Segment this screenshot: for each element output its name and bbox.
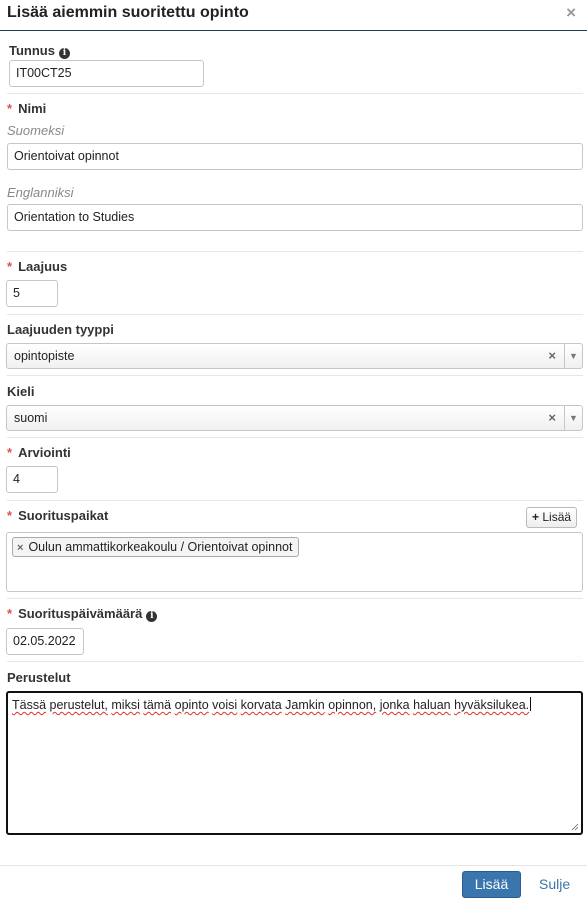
perustelut-word: jonka bbox=[379, 698, 410, 712]
date-input[interactable]: 02.05.2022 bbox=[6, 628, 84, 655]
kieli-select[interactable] bbox=[6, 405, 583, 431]
perustelut-word: voisi bbox=[212, 698, 238, 712]
dialog-title: Lisää aiemmin suoritettu opinto bbox=[7, 4, 249, 21]
required-marker: * bbox=[7, 101, 13, 116]
perustelut-word: opinnon, bbox=[328, 698, 377, 712]
divider bbox=[7, 500, 583, 501]
clear-icon[interactable]: × bbox=[548, 410, 556, 425]
plus-icon: + bbox=[532, 510, 540, 524]
required-marker: * bbox=[7, 259, 13, 274]
laajuus-label-text: Laajuus bbox=[18, 259, 68, 274]
add-location-label: Lisää bbox=[542, 510, 572, 524]
add-location-button[interactable] bbox=[526, 507, 577, 528]
perustelut-word: opinto bbox=[174, 698, 209, 712]
suorituspaivamaara-label-text: Suorituspäivämäärä bbox=[18, 606, 143, 621]
add-button[interactable]: Lisää bbox=[462, 871, 521, 898]
selected-value: opintopiste bbox=[14, 349, 75, 363]
selected-value: suomi bbox=[14, 411, 48, 425]
nimi-label bbox=[7, 101, 46, 116]
suorituspaikat-label-text: Suorituspaikat bbox=[18, 508, 109, 523]
location-tag bbox=[12, 537, 299, 557]
laajuuden-tyyppi-select[interactable] bbox=[6, 343, 583, 369]
nimi-label-text: Nimi bbox=[18, 101, 47, 116]
perustelut-word: korvata bbox=[240, 698, 282, 712]
divider bbox=[7, 598, 583, 599]
kieli-label: Kieli bbox=[7, 384, 35, 399]
resize-grip-icon[interactable] bbox=[571, 823, 579, 831]
perustelut-textarea[interactable] bbox=[6, 691, 583, 835]
nimi-en-label: Englanniksi bbox=[7, 185, 74, 200]
tunnus-input[interactable]: IT00CT25 bbox=[9, 60, 204, 87]
perustelut-word: tämä bbox=[143, 698, 172, 712]
divider bbox=[7, 251, 583, 252]
divider bbox=[7, 437, 583, 438]
divider bbox=[7, 314, 583, 315]
footer-divider bbox=[0, 865, 587, 866]
divider bbox=[7, 375, 583, 376]
perustelut-label: Perustelut bbox=[7, 670, 71, 685]
divider bbox=[7, 93, 583, 94]
remove-tag-icon[interactable]: × bbox=[17, 542, 24, 554]
laajuus-label bbox=[7, 259, 67, 274]
required-marker: * bbox=[7, 508, 13, 523]
close-button[interactable]: Sulje bbox=[539, 876, 571, 892]
chevron-down-icon[interactable]: ▼ bbox=[564, 406, 582, 430]
perustelut-word: haluan bbox=[413, 698, 451, 712]
perustelut-text bbox=[12, 698, 529, 712]
tag-label: Oulun ammattikorkeakoulu / Orientoivat opinnot bbox=[28, 540, 293, 554]
clear-icon[interactable]: × bbox=[548, 348, 556, 363]
info-icon[interactable]: i bbox=[146, 611, 157, 622]
nimi-fi-label: Suomeksi bbox=[7, 123, 65, 138]
nimi-fi-input[interactable]: Orientoivat opinnot bbox=[7, 143, 583, 170]
tunnus-label-text: Tunnus bbox=[9, 43, 55, 58]
arviointi-label bbox=[7, 445, 71, 460]
nimi-en-input[interactable]: Orientation to Studies bbox=[7, 204, 583, 231]
info-icon[interactable]: i bbox=[59, 48, 70, 59]
chevron-down-icon[interactable]: ▼ bbox=[564, 344, 582, 368]
required-marker: * bbox=[7, 606, 13, 621]
laajuus-input[interactable]: 5 bbox=[6, 280, 58, 307]
suorituspaikat-label bbox=[7, 508, 108, 523]
laajuuden-tyyppi-label: Laajuuden tyyppi bbox=[7, 322, 114, 337]
text-caret bbox=[530, 697, 531, 711]
required-marker: * bbox=[7, 445, 13, 460]
arviointi-label-text: Arviointi bbox=[18, 445, 71, 460]
arviointi-input[interactable]: 4 bbox=[6, 466, 58, 493]
perustelut-word: Tässä bbox=[12, 698, 47, 712]
perustelut-word: perustelut, bbox=[49, 698, 108, 712]
suorituspaikat-tagbox[interactable] bbox=[6, 532, 583, 592]
perustelut-word: miksi bbox=[111, 698, 140, 712]
tunnus-label bbox=[9, 43, 70, 59]
divider bbox=[7, 661, 583, 662]
suorituspaivamaara-label bbox=[7, 606, 157, 622]
perustelut-word: Jamkin bbox=[285, 698, 325, 712]
dialog-header bbox=[0, 0, 587, 31]
close-icon[interactable]: × bbox=[566, 3, 576, 22]
perustelut-word: hyväksilukea. bbox=[454, 698, 530, 712]
